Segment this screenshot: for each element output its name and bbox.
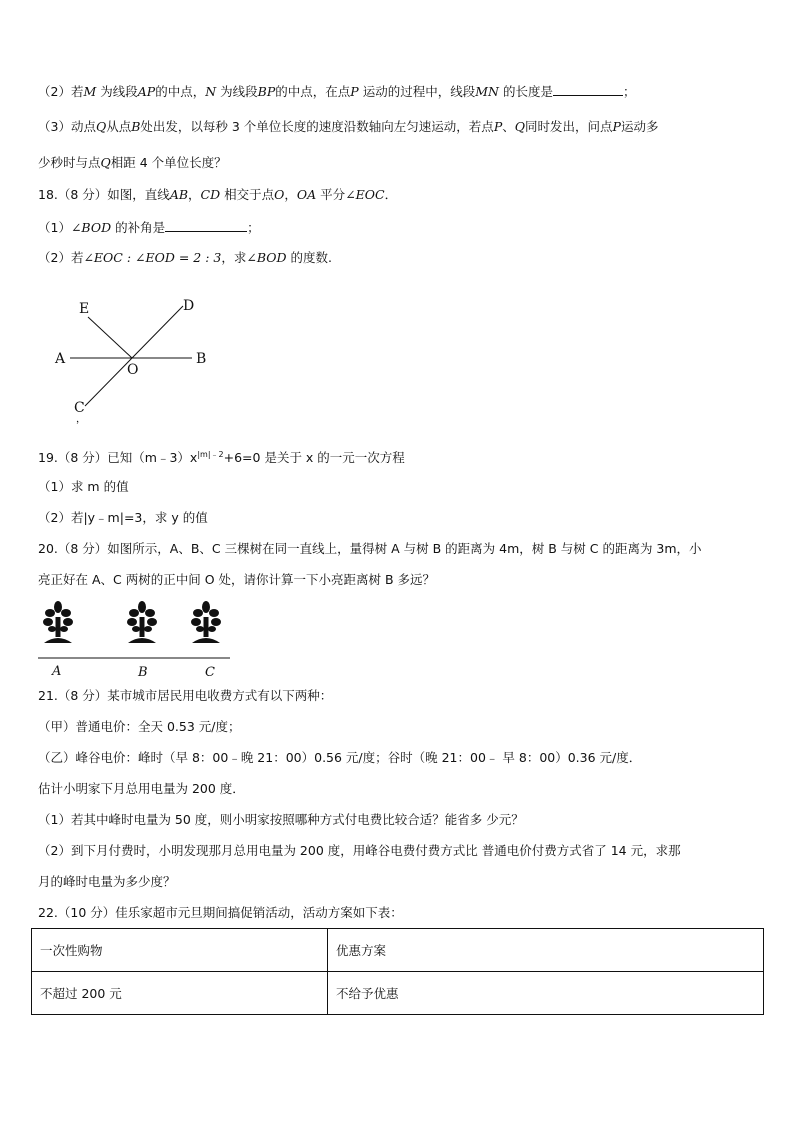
- q18-text: ，求: [221, 250, 247, 265]
- q18-text: 相交于点: [224, 187, 275, 202]
- table-cell: 不超过 200 元: [32, 972, 328, 1015]
- tree-label-b: B: [138, 665, 148, 680]
- math-MN: MN: [475, 84, 499, 99]
- math-Q: Q: [95, 119, 107, 134]
- q20-figure: [36, 595, 236, 680]
- math-angle-BOD: ∠BOD: [70, 220, 112, 235]
- q17-text: 的中点，: [155, 84, 206, 99]
- q18-text: 平分: [320, 187, 346, 202]
- math-Q: Q: [100, 155, 111, 170]
- q17-text: 处出发，以每秒 3 个单位长度的速度沿数轴向左匀速运动，若点: [140, 119, 494, 134]
- q17-text: 运动的过程中，线段: [362, 84, 476, 99]
- q18-text: ．: [384, 187, 398, 202]
- math-P: P: [493, 119, 503, 134]
- label-O: O: [127, 362, 139, 378]
- math-angle-BOD: ∠BOD: [246, 250, 287, 265]
- tree-a-icon: [43, 601, 73, 643]
- q17-part3-line1: [38, 119, 658, 135]
- q18-text: （2）若: [38, 250, 84, 265]
- q18-figure: [40, 290, 230, 430]
- q18-text: 的度数.: [290, 250, 333, 265]
- tree-label-a: A: [52, 664, 62, 679]
- q18-header: [38, 187, 397, 203]
- q21-option-yi: （乙）峰谷电价：峰时（早 8：00﹣晚 21：00）0.56 元/度；谷时（晚 21：00﹣ 早 8：00）0.36 元/度．: [38, 750, 642, 765]
- q21-option-jia: （甲）普通电价：全天 0.53 元/度；: [38, 719, 241, 734]
- q17-part2-prefix: （2）若: [38, 84, 84, 99]
- q17-part2: [38, 83, 635, 100]
- q17-text: 的中点，在点: [275, 84, 351, 99]
- q20-line2: 亮正好在 A、C 两树的正中间 O 处，请你计算一下小亮距离树 B 多远？: [38, 572, 436, 587]
- q19-exponent: |m|﹣2: [197, 450, 224, 459]
- q19-header: [38, 447, 405, 466]
- table-header-cell: 一次性购物: [32, 929, 328, 972]
- q18-text: 18.（8 分）如图，直线: [38, 187, 170, 202]
- q17-part3-line2: [38, 155, 227, 171]
- q19-text: +6=0 是关于 x 的一元一次方程: [223, 450, 405, 466]
- q21-header: 21.（8 分）某市城市居民用电收费方式有以下两种：: [38, 688, 333, 703]
- q21-part2-line1: （2）到下月付费时，小明发现那月总用电量为 200 度，用峰谷电费付费方式比 普通电价付费方式省了 14 元，求那: [38, 843, 681, 858]
- q17-text: 同时发出，问点: [525, 119, 613, 134]
- q20-line1: 20.（8 分）如图所示，A、B、C 三棵树在同一直线上，量得树 A 与树 B 的距离为 4m，树 B 与树 C 的距离为 3m，小: [38, 541, 702, 556]
- q17-text: （3）动点: [38, 119, 96, 134]
- answer-blank: [165, 219, 247, 232]
- discount-table: [31, 928, 764, 1015]
- q17-text: ；: [622, 84, 636, 99]
- q18-part2: [38, 250, 332, 266]
- table-row: [32, 972, 764, 1015]
- q17-text: 的长度是: [502, 84, 553, 99]
- table-header-cell: 优惠方案: [328, 929, 764, 972]
- q17-text: 少秒时与点: [38, 155, 101, 170]
- math-CD: CD: [200, 187, 221, 202]
- table-cell: 不给予优惠: [328, 972, 764, 1015]
- math-N: N: [205, 84, 217, 99]
- math-AB: AB: [169, 187, 189, 202]
- tree-b-icon: [127, 601, 157, 643]
- q22-header: 22.（10 分）佳乐家超市元旦期间搞促销活动，活动方案如下表：: [38, 905, 403, 920]
- q19-part2: （2）若|y﹣m|=3，求 y 的值: [38, 510, 208, 525]
- q18-text: （1）: [38, 220, 71, 235]
- q18-text: ，: [284, 187, 297, 202]
- math-Q: Q: [514, 119, 525, 134]
- q18-text: 的补角是: [115, 220, 166, 235]
- q21-part1: （1）若其中峰时电量为 50 度，则小明家按照哪种方式付电费比较合适？能省多 少元？: [38, 812, 524, 827]
- math-P: P: [350, 84, 359, 99]
- q18-part1: [38, 219, 260, 236]
- label-A: A: [55, 351, 66, 367]
- q17-text: 从点: [106, 119, 132, 134]
- stray-mark: ，: [76, 414, 86, 425]
- q21-part2-line2: 月的峰时电量为多少度？: [38, 874, 176, 889]
- ray-OE: [88, 317, 132, 358]
- q21-estimate: 估计小明家下月总用电量为 200 度．: [38, 781, 245, 796]
- math-M: M: [83, 84, 97, 99]
- q17-text: 相距 4 个单位长度？: [110, 155, 227, 170]
- q18-text: ；: [247, 220, 260, 235]
- math-O: O: [274, 187, 285, 202]
- math-B: B: [131, 119, 141, 134]
- q19-part1: （1）求 m 的值: [38, 479, 129, 494]
- tree-c-icon: [191, 601, 221, 643]
- q17-text: 、: [502, 119, 515, 134]
- q19-text: 19.（8 分）已知（m﹣3）x: [38, 450, 198, 466]
- line-CD: [85, 306, 183, 406]
- q17-text: 为线段: [220, 84, 258, 99]
- math-AP: AP: [137, 84, 156, 99]
- label-B: B: [196, 351, 207, 367]
- label-E: E: [79, 301, 90, 317]
- q18-text: ，: [188, 187, 201, 202]
- table-header-row: [32, 929, 764, 972]
- tree-label-c: C: [205, 665, 215, 680]
- q17-text: 为线段: [100, 84, 138, 99]
- math-ratio: ∠EOC : ∠EOD = 2 : 3: [83, 250, 222, 265]
- math-OA: OA: [296, 187, 317, 202]
- math-angle-EOC: ∠EOC: [345, 187, 385, 202]
- math-P: P: [612, 119, 621, 134]
- label-C: C: [74, 400, 85, 416]
- math-BP: BP: [257, 84, 276, 99]
- answer-blank: [553, 83, 623, 96]
- q17-text: 运动多: [620, 119, 659, 134]
- label-D: D: [183, 298, 195, 314]
